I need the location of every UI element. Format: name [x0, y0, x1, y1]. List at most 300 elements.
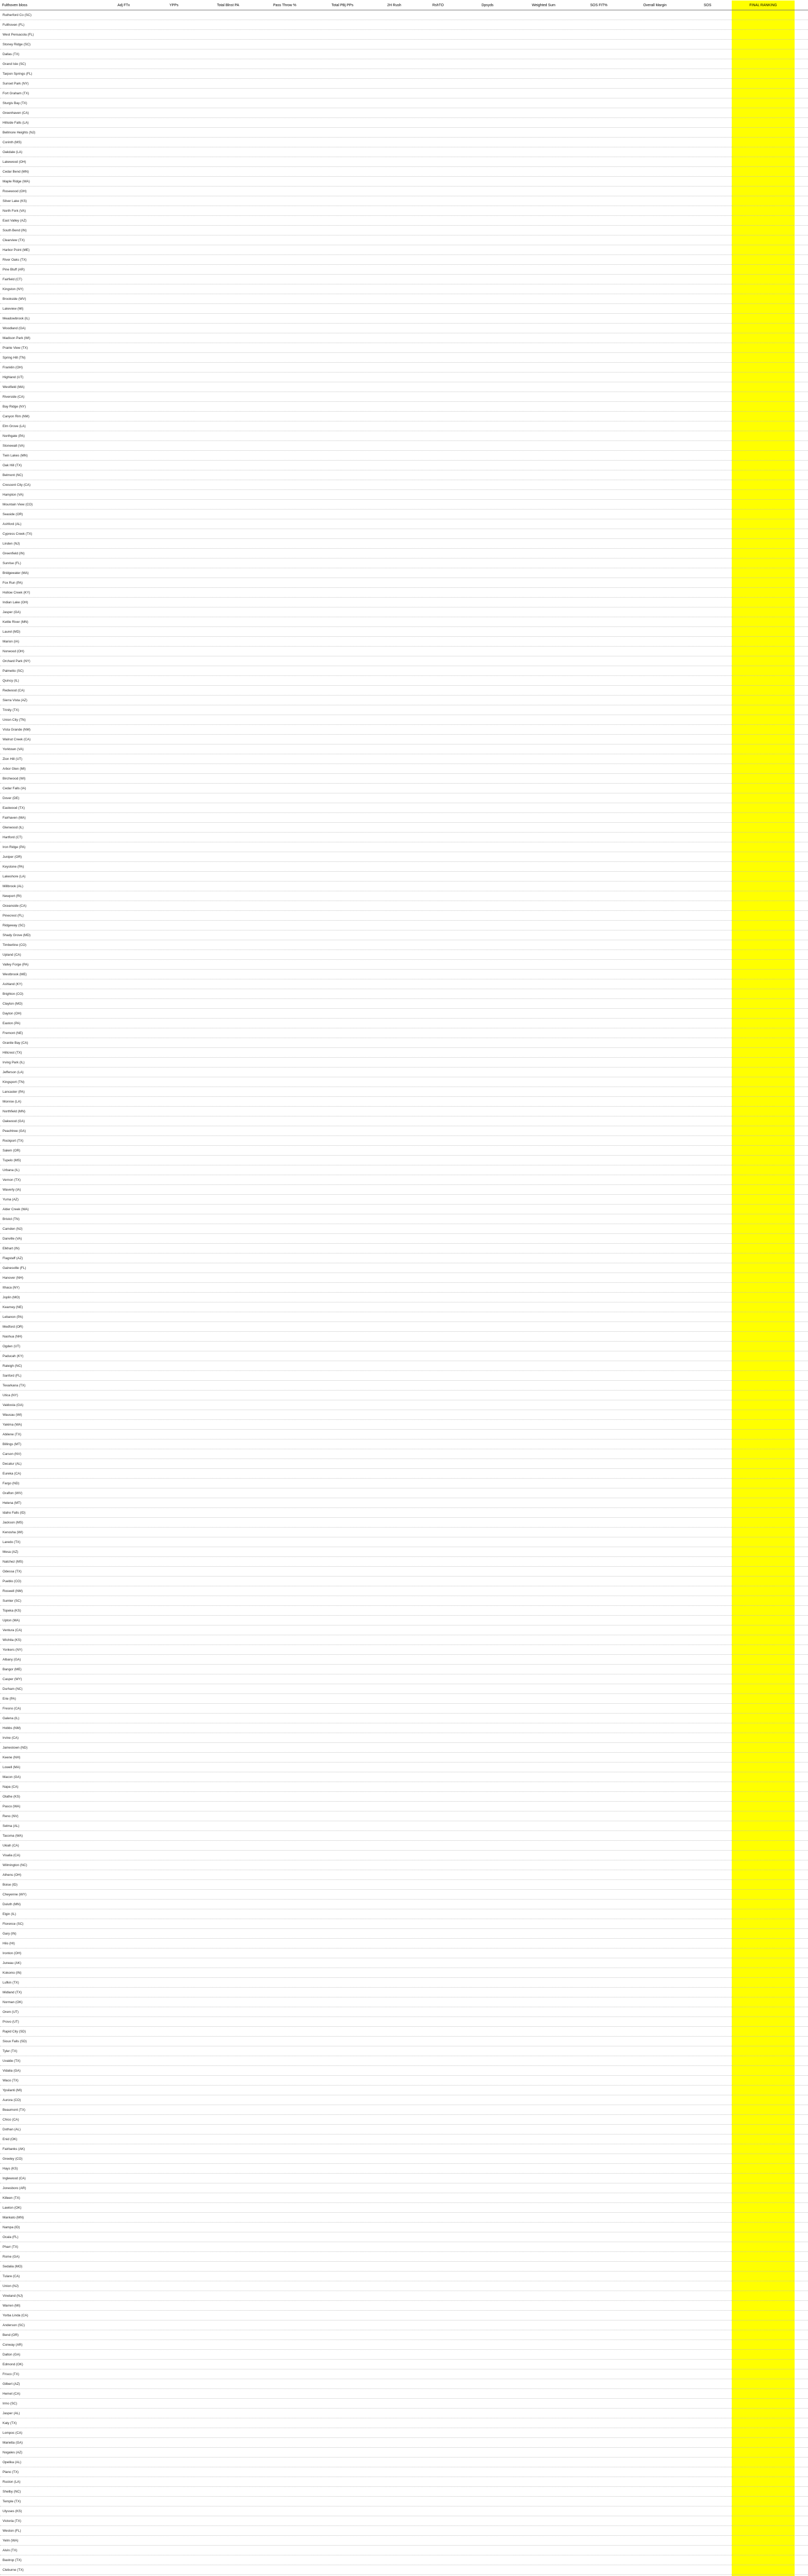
- value-cell[interactable]: [374, 1978, 415, 1988]
- value-cell[interactable]: [149, 2213, 198, 2223]
- value-cell[interactable]: [464, 1792, 511, 1802]
- value-cell[interactable]: [464, 1244, 511, 1253]
- value-cell[interactable]: [629, 1625, 681, 1635]
- team-cell[interactable]: Waverly (IA): [3, 1188, 21, 1192]
- value-cell[interactable]: [204, 1234, 252, 1244]
- value-cell[interactable]: [518, 549, 569, 558]
- value-cell[interactable]: [149, 1704, 198, 1714]
- value-cell[interactable]: [258, 852, 312, 862]
- value-cell[interactable]: [100, 1244, 147, 1253]
- value-cell[interactable]: [629, 1851, 681, 1860]
- value-cell[interactable]: [464, 862, 511, 872]
- value-cell[interactable]: [417, 510, 459, 519]
- final-ranking-cell[interactable]: [732, 157, 795, 167]
- value-cell[interactable]: [315, 872, 369, 882]
- value-cell[interactable]: [417, 2213, 459, 2223]
- value-cell[interactable]: [258, 2213, 312, 2223]
- value-cell[interactable]: [315, 950, 369, 960]
- team-cell[interactable]: Fremont (NE): [3, 1031, 23, 1035]
- value-cell[interactable]: [629, 1449, 681, 1459]
- value-cell[interactable]: [149, 1156, 198, 1165]
- value-cell[interactable]: [573, 167, 625, 177]
- value-cell[interactable]: [417, 1273, 459, 1283]
- value-cell[interactable]: [204, 2037, 252, 2046]
- value-cell[interactable]: [629, 607, 681, 617]
- value-cell[interactable]: [417, 2027, 459, 2037]
- column-header[interactable]: FINAL RANKING: [732, 1, 795, 10]
- team-cell[interactable]: Franklin (OH): [3, 366, 23, 369]
- value-cell[interactable]: [100, 2448, 147, 2458]
- value-cell[interactable]: [518, 588, 569, 598]
- value-cell[interactable]: [685, 275, 730, 284]
- final-ranking-cell[interactable]: [732, 911, 795, 921]
- final-ranking-cell[interactable]: [732, 353, 795, 363]
- team-cell[interactable]: Gary (IN): [3, 1932, 16, 1936]
- value-cell[interactable]: [629, 1126, 681, 1136]
- value-cell[interactable]: [258, 1116, 312, 1126]
- value-cell[interactable]: [518, 10, 569, 20]
- value-cell[interactable]: [417, 1097, 459, 1107]
- value-cell[interactable]: [464, 275, 511, 284]
- value-cell[interactable]: [100, 2203, 147, 2213]
- value-cell[interactable]: [374, 59, 415, 69]
- value-cell[interactable]: [464, 1596, 511, 1606]
- value-cell[interactable]: [204, 1684, 252, 1694]
- value-cell[interactable]: [315, 2095, 369, 2105]
- value-cell[interactable]: [629, 265, 681, 275]
- value-cell[interactable]: [258, 1547, 312, 1557]
- value-cell[interactable]: [258, 970, 312, 979]
- value-cell[interactable]: [464, 1978, 511, 1988]
- value-cell[interactable]: [518, 1224, 569, 1234]
- value-cell[interactable]: [518, 2046, 569, 2056]
- value-cell[interactable]: [685, 1205, 730, 1214]
- value-cell[interactable]: [258, 1400, 312, 1410]
- value-cell[interactable]: [100, 1361, 147, 1371]
- value-cell[interactable]: [374, 2340, 415, 2350]
- value-cell[interactable]: [149, 2546, 198, 2555]
- value-cell[interactable]: [417, 2105, 459, 2115]
- final-ranking-cell[interactable]: [732, 519, 795, 529]
- value-cell[interactable]: [204, 2516, 252, 2526]
- value-cell[interactable]: [464, 764, 511, 774]
- team-cell[interactable]: Yakima (WA): [3, 1423, 22, 1427]
- value-cell[interactable]: [204, 1890, 252, 1900]
- value-cell[interactable]: [629, 20, 681, 30]
- value-cell[interactable]: [149, 1351, 198, 1361]
- value-cell[interactable]: [374, 157, 415, 167]
- value-cell[interactable]: [518, 2144, 569, 2154]
- value-cell[interactable]: [100, 1586, 147, 1596]
- value-cell[interactable]: [100, 1714, 147, 1723]
- team-cell[interactable]: Tupelo (MS): [3, 1159, 21, 1162]
- value-cell[interactable]: [573, 764, 625, 774]
- value-cell[interactable]: [573, 1508, 625, 1518]
- value-cell[interactable]: [315, 1293, 369, 1302]
- value-cell[interactable]: [629, 2076, 681, 2086]
- value-cell[interactable]: [518, 960, 569, 970]
- value-cell[interactable]: [204, 1312, 252, 1322]
- value-cell[interactable]: [629, 255, 681, 265]
- value-cell[interactable]: [258, 725, 312, 735]
- team-cell[interactable]: Ithaca (NY): [3, 1286, 20, 1290]
- team-cell[interactable]: Edmond (OK): [3, 2363, 23, 2366]
- value-cell[interactable]: [204, 1577, 252, 1586]
- value-cell[interactable]: [374, 2203, 415, 2213]
- value-cell[interactable]: [315, 930, 369, 940]
- value-cell[interactable]: [518, 2565, 569, 2575]
- value-cell[interactable]: [315, 1939, 369, 1948]
- final-ranking-cell[interactable]: [732, 1312, 795, 1322]
- value-cell[interactable]: [685, 1136, 730, 1146]
- value-cell[interactable]: [204, 265, 252, 275]
- value-cell[interactable]: [374, 2086, 415, 2095]
- value-cell[interactable]: [204, 1772, 252, 1782]
- final-ranking-cell[interactable]: [732, 999, 795, 1009]
- value-cell[interactable]: [258, 1958, 312, 1968]
- value-cell[interactable]: [518, 1263, 569, 1273]
- value-cell[interactable]: [518, 275, 569, 284]
- value-cell[interactable]: [374, 921, 415, 930]
- value-cell[interactable]: [629, 705, 681, 715]
- value-cell[interactable]: [518, 813, 569, 823]
- value-cell[interactable]: [315, 568, 369, 578]
- value-cell[interactable]: [258, 627, 312, 637]
- value-cell[interactable]: [374, 2291, 415, 2301]
- value-cell[interactable]: [417, 1234, 459, 1244]
- value-cell[interactable]: [315, 754, 369, 764]
- final-ranking-cell[interactable]: [732, 2428, 795, 2438]
- value-cell[interactable]: [149, 1253, 198, 1263]
- value-cell[interactable]: [573, 950, 625, 960]
- value-cell[interactable]: [100, 40, 147, 49]
- value-cell[interactable]: [685, 715, 730, 725]
- value-cell[interactable]: [149, 764, 198, 774]
- value-cell[interactable]: [149, 343, 198, 353]
- value-cell[interactable]: [100, 999, 147, 1009]
- value-cell[interactable]: [100, 539, 147, 549]
- team-cell[interactable]: Athens (OH): [3, 1873, 22, 1877]
- value-cell[interactable]: [629, 852, 681, 862]
- value-cell[interactable]: [464, 2458, 511, 2467]
- value-cell[interactable]: [629, 1116, 681, 1126]
- value-cell[interactable]: [685, 2565, 730, 2575]
- value-cell[interactable]: [417, 1890, 459, 1900]
- value-cell[interactable]: [374, 2477, 415, 2487]
- final-ranking-cell[interactable]: [732, 1948, 795, 1958]
- value-cell[interactable]: [464, 1802, 511, 1811]
- value-cell[interactable]: [204, 882, 252, 891]
- value-cell[interactable]: [464, 2360, 511, 2369]
- final-ranking-cell[interactable]: [732, 2506, 795, 2516]
- value-cell[interactable]: [464, 2467, 511, 2477]
- value-cell[interactable]: [258, 1968, 312, 1978]
- value-cell[interactable]: [518, 1459, 569, 1469]
- value-cell[interactable]: [315, 578, 369, 588]
- value-cell[interactable]: [258, 490, 312, 500]
- value-cell[interactable]: [100, 1518, 147, 1528]
- value-cell[interactable]: [685, 862, 730, 872]
- value-cell[interactable]: [258, 1841, 312, 1851]
- value-cell[interactable]: [100, 382, 147, 392]
- value-cell[interactable]: [100, 2379, 147, 2389]
- value-cell[interactable]: [518, 617, 569, 627]
- value-cell[interactable]: [315, 1625, 369, 1635]
- value-cell[interactable]: [204, 49, 252, 59]
- value-cell[interactable]: [100, 1655, 147, 1665]
- team-cell[interactable]: Madison Park (WI): [3, 336, 30, 340]
- value-cell[interactable]: [573, 1528, 625, 1537]
- final-ranking-cell[interactable]: [732, 2183, 795, 2193]
- value-cell[interactable]: [374, 1263, 415, 1273]
- value-cell[interactable]: [518, 196, 569, 206]
- value-cell[interactable]: [464, 402, 511, 412]
- value-cell[interactable]: [629, 1410, 681, 1420]
- value-cell[interactable]: [417, 2340, 459, 2350]
- value-cell[interactable]: [629, 382, 681, 392]
- value-cell[interactable]: [315, 69, 369, 79]
- value-cell[interactable]: [417, 1439, 459, 1449]
- value-cell[interactable]: [374, 1430, 415, 1439]
- value-cell[interactable]: [204, 1097, 252, 1107]
- final-ranking-cell[interactable]: [732, 2056, 795, 2066]
- value-cell[interactable]: [374, 549, 415, 558]
- value-cell[interactable]: [629, 862, 681, 872]
- value-cell[interactable]: [573, 725, 625, 735]
- value-cell[interactable]: [258, 2458, 312, 2467]
- value-cell[interactable]: [258, 1136, 312, 1146]
- value-cell[interactable]: [204, 1185, 252, 1195]
- value-cell[interactable]: [374, 2272, 415, 2281]
- value-cell[interactable]: [573, 1841, 625, 1851]
- team-cell[interactable]: Mankato (MN): [3, 2216, 24, 2219]
- value-cell[interactable]: [629, 1371, 681, 1381]
- value-cell[interactable]: [315, 2164, 369, 2174]
- value-cell[interactable]: [685, 89, 730, 98]
- value-cell[interactable]: [149, 744, 198, 754]
- value-cell[interactable]: [100, 2497, 147, 2506]
- value-cell[interactable]: [149, 656, 198, 666]
- value-cell[interactable]: [629, 480, 681, 490]
- value-cell[interactable]: [685, 2144, 730, 2154]
- value-cell[interactable]: [518, 1185, 569, 1195]
- value-cell[interactable]: [573, 333, 625, 343]
- value-cell[interactable]: [100, 617, 147, 627]
- value-cell[interactable]: [149, 754, 198, 764]
- final-ranking-cell[interactable]: [732, 1684, 795, 1694]
- value-cell[interactable]: [573, 930, 625, 940]
- team-cell[interactable]: Billings (MT): [3, 1443, 22, 1446]
- value-cell[interactable]: [573, 754, 625, 764]
- value-cell[interactable]: [204, 2399, 252, 2409]
- value-cell[interactable]: [685, 1919, 730, 1929]
- value-cell[interactable]: [685, 167, 730, 177]
- value-cell[interactable]: [149, 1802, 198, 1811]
- value-cell[interactable]: [100, 2506, 147, 2516]
- value-cell[interactable]: [100, 372, 147, 382]
- value-cell[interactable]: [374, 2076, 415, 2086]
- value-cell[interactable]: [417, 1860, 459, 1870]
- value-cell[interactable]: [417, 1009, 459, 1019]
- value-cell[interactable]: [149, 431, 198, 441]
- value-cell[interactable]: [374, 1586, 415, 1596]
- value-cell[interactable]: [417, 2007, 459, 2017]
- value-cell[interactable]: [258, 2360, 312, 2369]
- value-cell[interactable]: [315, 1811, 369, 1821]
- value-cell[interactable]: [100, 1488, 147, 1498]
- value-cell[interactable]: [417, 2536, 459, 2546]
- value-cell[interactable]: [518, 793, 569, 803]
- value-cell[interactable]: [417, 1988, 459, 1997]
- value-cell[interactable]: [685, 2330, 730, 2340]
- value-cell[interactable]: [629, 2183, 681, 2193]
- value-cell[interactable]: [685, 2369, 730, 2379]
- final-ranking-cell[interactable]: [732, 2037, 795, 2046]
- value-cell[interactable]: [204, 2526, 252, 2536]
- team-cell[interactable]: Hampton (VA): [3, 493, 24, 497]
- value-cell[interactable]: [315, 921, 369, 930]
- final-ranking-cell[interactable]: [732, 2144, 795, 2154]
- value-cell[interactable]: [258, 2037, 312, 2046]
- value-cell[interactable]: [258, 744, 312, 754]
- value-cell[interactable]: [374, 529, 415, 539]
- value-cell[interactable]: [100, 128, 147, 138]
- value-cell[interactable]: [315, 1273, 369, 1283]
- value-cell[interactable]: [518, 1733, 569, 1743]
- value-cell[interactable]: [685, 30, 730, 40]
- value-cell[interactable]: [464, 1586, 511, 1596]
- value-cell[interactable]: [464, 2174, 511, 2183]
- value-cell[interactable]: [100, 2360, 147, 2369]
- value-cell[interactable]: [315, 744, 369, 754]
- value-cell[interactable]: [100, 421, 147, 431]
- value-cell[interactable]: [149, 1586, 198, 1596]
- final-ranking-cell[interactable]: [732, 1420, 795, 1430]
- value-cell[interactable]: [258, 79, 312, 89]
- value-cell[interactable]: [417, 196, 459, 206]
- team-cell[interactable]: Crescent City (CA): [3, 483, 31, 487]
- value-cell[interactable]: [518, 2330, 569, 2340]
- value-cell[interactable]: [204, 1753, 252, 1762]
- value-cell[interactable]: [149, 598, 198, 607]
- value-cell[interactable]: [685, 1116, 730, 1126]
- value-cell[interactable]: [417, 647, 459, 656]
- value-cell[interactable]: [417, 676, 459, 686]
- value-cell[interactable]: [100, 2262, 147, 2272]
- final-ranking-cell[interactable]: [732, 1772, 795, 1782]
- value-cell[interactable]: [464, 1890, 511, 1900]
- value-cell[interactable]: [417, 901, 459, 911]
- value-cell[interactable]: [204, 284, 252, 294]
- value-cell[interactable]: [518, 1420, 569, 1430]
- value-cell[interactable]: [464, 2418, 511, 2428]
- value-cell[interactable]: [685, 421, 730, 431]
- final-ranking-cell[interactable]: [732, 1361, 795, 1371]
- team-cell[interactable]: Sioux Falls (SD): [3, 2040, 27, 2043]
- value-cell[interactable]: [149, 2448, 198, 2458]
- value-cell[interactable]: [258, 882, 312, 891]
- value-cell[interactable]: [573, 2272, 625, 2281]
- value-cell[interactable]: [685, 1978, 730, 1988]
- value-cell[interactable]: [374, 1351, 415, 1361]
- value-cell[interactable]: [573, 1097, 625, 1107]
- value-cell[interactable]: [374, 1185, 415, 1195]
- value-cell[interactable]: [518, 686, 569, 696]
- value-cell[interactable]: [685, 187, 730, 196]
- value-cell[interactable]: [464, 1116, 511, 1126]
- final-ranking-cell[interactable]: [732, 382, 795, 392]
- final-ranking-cell[interactable]: [732, 363, 795, 372]
- value-cell[interactable]: [629, 940, 681, 950]
- value-cell[interactable]: [204, 568, 252, 578]
- value-cell[interactable]: [315, 1342, 369, 1351]
- value-cell[interactable]: [518, 2174, 569, 2183]
- value-cell[interactable]: [417, 2409, 459, 2418]
- value-cell[interactable]: [573, 1146, 625, 1156]
- value-cell[interactable]: [685, 2506, 730, 2516]
- value-cell[interactable]: [204, 921, 252, 930]
- value-cell[interactable]: [374, 754, 415, 764]
- value-cell[interactable]: [629, 1811, 681, 1821]
- value-cell[interactable]: [315, 2017, 369, 2027]
- value-cell[interactable]: [464, 1087, 511, 1097]
- value-cell[interactable]: [100, 1087, 147, 1097]
- value-cell[interactable]: [258, 823, 312, 833]
- team-cell[interactable]: Fox Run (PA): [3, 581, 23, 585]
- value-cell[interactable]: [204, 1919, 252, 1929]
- value-cell[interactable]: [374, 598, 415, 607]
- value-cell[interactable]: [629, 1107, 681, 1116]
- value-cell[interactable]: [464, 421, 511, 431]
- value-cell[interactable]: [315, 245, 369, 255]
- value-cell[interactable]: [100, 1743, 147, 1753]
- value-cell[interactable]: [685, 1156, 730, 1165]
- value-cell[interactable]: [573, 343, 625, 353]
- value-cell[interactable]: [315, 1704, 369, 1714]
- value-cell[interactable]: [573, 1988, 625, 1997]
- value-cell[interactable]: [204, 314, 252, 324]
- value-cell[interactable]: [374, 2399, 415, 2409]
- team-cell[interactable]: Eastwood (TX): [3, 806, 25, 810]
- value-cell[interactable]: [149, 1009, 198, 1019]
- value-cell[interactable]: [315, 960, 369, 970]
- value-cell[interactable]: [204, 2418, 252, 2428]
- value-cell[interactable]: [518, 1019, 569, 1028]
- value-cell[interactable]: [417, 921, 459, 930]
- value-cell[interactable]: [100, 705, 147, 715]
- value-cell[interactable]: [685, 314, 730, 324]
- value-cell[interactable]: [149, 2193, 198, 2203]
- value-cell[interactable]: [417, 1811, 459, 1821]
- value-cell[interactable]: [149, 842, 198, 852]
- value-cell[interactable]: [518, 1430, 569, 1439]
- value-cell[interactable]: [374, 2037, 415, 2046]
- value-cell[interactable]: [204, 999, 252, 1009]
- value-cell[interactable]: [149, 1107, 198, 1116]
- value-cell[interactable]: [100, 598, 147, 607]
- value-cell[interactable]: [417, 735, 459, 744]
- value-cell[interactable]: [258, 549, 312, 558]
- value-cell[interactable]: [629, 1841, 681, 1851]
- final-ranking-cell[interactable]: [732, 2193, 795, 2203]
- value-cell[interactable]: [374, 666, 415, 676]
- final-ranking-cell[interactable]: [732, 461, 795, 470]
- value-cell[interactable]: [149, 1342, 198, 1351]
- value-cell[interactable]: [464, 1528, 511, 1537]
- value-cell[interactable]: [417, 1508, 459, 1518]
- value-cell[interactable]: [204, 421, 252, 431]
- value-cell[interactable]: [258, 2046, 312, 2056]
